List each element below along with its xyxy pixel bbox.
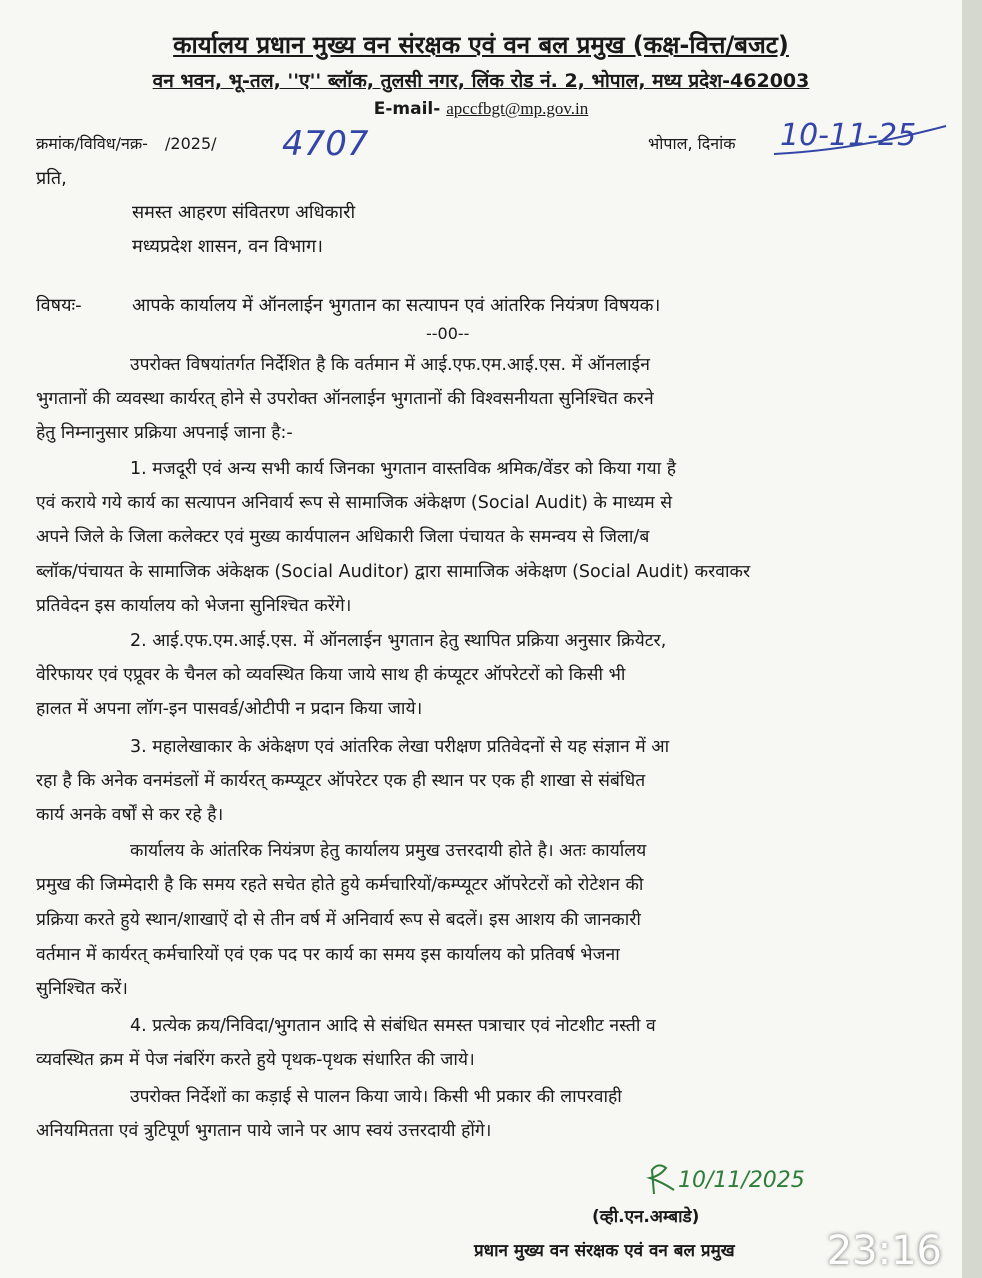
body-line: प्रक्रिया करते हुये स्थान/शाखाऐं दो से तीन वर्ष में अनिवार्य रूप से बदलें। इस आशय की जानकारी [36,910,641,930]
reference-number [36,132,217,154]
body-line: वेरिफायर एवं एप्रूवर के चैनल को व्यवस्थित किया जाये साथ ही कंप्यूटर ऑपरेटरों को किसी भी [36,665,626,685]
body-line: अपने जिले के जिला कलेक्टर एवं मुख्य कार्यपालन अधिकारी जिला पंचायत के समन्वय से जिला/ब [36,527,650,547]
date-underline-stroke [766,120,956,160]
recipient-prati: प्रति, [36,168,67,189]
body-line: ब्लॉक/पंचायत के सामाजिक अंकेक्षक (Social Auditor) द्वारा सामाजिक अंकेक्षण (Social Audit) करवाकर [36,562,751,582]
body-line: प्रतिवेदन इस कार्यालय को भेजना सुनिश्चित करेंगे। [36,596,352,616]
body-line: हेतु निम्नानुसार प्रक्रिया अपनाई जाना है:- [36,423,293,443]
body-line: 4. प्रत्येक क्रय/निविदा/भुगतान आदि से संबंधित समस्त पत्राचार एवं नोटशीट नस्ती व [130,1016,656,1036]
handwritten-date: 10-11-25 [780,118,917,153]
body-line: 3. महालेखाकार के अंकेक्षण एवं आंतरिक लेखा परीक्षण प्रतिवेदनों से यह संज्ञान में आ [130,737,670,757]
body-line: वर्तमान में कार्यरत् कर्मचारियों एवं एक पद पर कार्य का समय इस कार्यालय को प्रतिवर्ष भेजना [36,945,620,965]
signature-date: 10/11/2025 [678,1168,805,1193]
office-title: कार्यालय प्रधान मुख्य वन संरक्षक एवं वन बल प्रमुख (कक्ष-वित्त/बजट) [173,31,789,59]
reference-year: /2025/ [165,134,217,153]
body-line: कार्य अनके वर्षों से कर रहे है। [36,805,224,825]
viewer-edge [962,0,982,1278]
signature-scribble [640,1160,680,1200]
office-address: वन भवन, भू-तल, ''ए'' ब्लॉक, तुलसी नगर, लिंक रोड नं. 2, भोपाल, मध्य प्रदेश-462003 [152,70,810,92]
recipient-line-1: समस्त आहरण संवितरण अधिकारी [132,202,356,223]
email-link[interactable]: apccfbgt@mp.gov.in [446,99,589,118]
email-line [0,99,962,119]
body-line: हालत में अपना लॉग-इन पासवर्ड/ओटीपी न प्रदान किया जाये। [36,699,423,719]
status-time: 23:16 [826,1228,942,1274]
subject-label: विषयः- [36,295,82,316]
signatory-designation: प्रधान मुख्य वन संरक्षक एवं वन बल प्रमुख [474,1241,735,1261]
body-line: उपरोक्त निर्देशों का कड़ाई से पालन किया जाये। किसी भी प्रकार की लापरवाही [130,1087,622,1107]
recipient-line-2: मध्यप्रदेश शासन, वन विभाग। [132,236,323,257]
body-line: 2. आई.एफ.एम.आई.एस. में ऑनलाईन भुगतान हेतु स्थापित प्रक्रिया अनुसार क्रियेटर, [130,631,667,651]
signatory-name: (व्ही.एन.अम्बाडे) [592,1207,700,1227]
subject-text: आपके कार्यालय में ऑनलाईन भुगतान का सत्यापन एवं आंतरिक नियंत्रण विषयक। [132,295,661,316]
subject-separator: --00-- [426,324,470,343]
handwritten-reference-number: 4707 [282,124,369,164]
body-line: रहा है कि अनेक वनमंडलों में कार्यरत् कम्प्यूटर ऑपरेटर एक ही स्थान पर एक ही शाखा से संबंधित [36,771,646,791]
body-line: अनियमितता एवं त्रुटिपूर्ण भुगतान पाये जाने पर आप स्वयं उत्तरदायी होंगे। [36,1121,492,1141]
reference-label: क्रमांक/विविध/नक्र- [36,134,148,153]
body-line: सुनिश्चित करें। [36,979,128,999]
body-line: 1. मजदूरी एवं अन्य सभी कार्य जिनका भुगतान वास्तविक श्रमिक/वेंडर को किया गया है [130,459,677,479]
body-line: कार्यालय के आंतरिक नियंत्रण हेतु कार्यालय प्रमुख उत्तरदायी होते है। अतः कार्यालय [130,841,647,861]
body-line: व्यवस्थित क्रम में पेज नंबरिंग करते हुये पृथक-पृथक संधारित की जाये। [36,1050,475,1070]
body-line: प्रमुख की जिम्मेदारी है कि समय रहते सचेत होते हुये कर्मचारियों/कम्प्यूटर ऑपरेटरों को रोटेशन की [36,875,644,895]
body-line: भुगतानों की व्यवस्था कार्यरत् होने से उपरोक्त ऑनलाईन भुगतानों की विश्वसनीयता सुनिश्चित करने [36,389,654,409]
body-line: उपरोक्त विषयांतर्गत निर्देशित है कि वर्तमान में आई.एफ.एम.आई.एस. में ऑनलाईन [130,355,650,375]
body-line: एवं कराये गये कार्य का सत्यापन अनिवार्य रूप से सामाजिक अंकेक्षण (Social Audit) के माध्यम से [36,493,673,513]
place-date-label: भोपाल, दिनांक [648,134,736,153]
email-label: E-mail- [373,99,441,119]
